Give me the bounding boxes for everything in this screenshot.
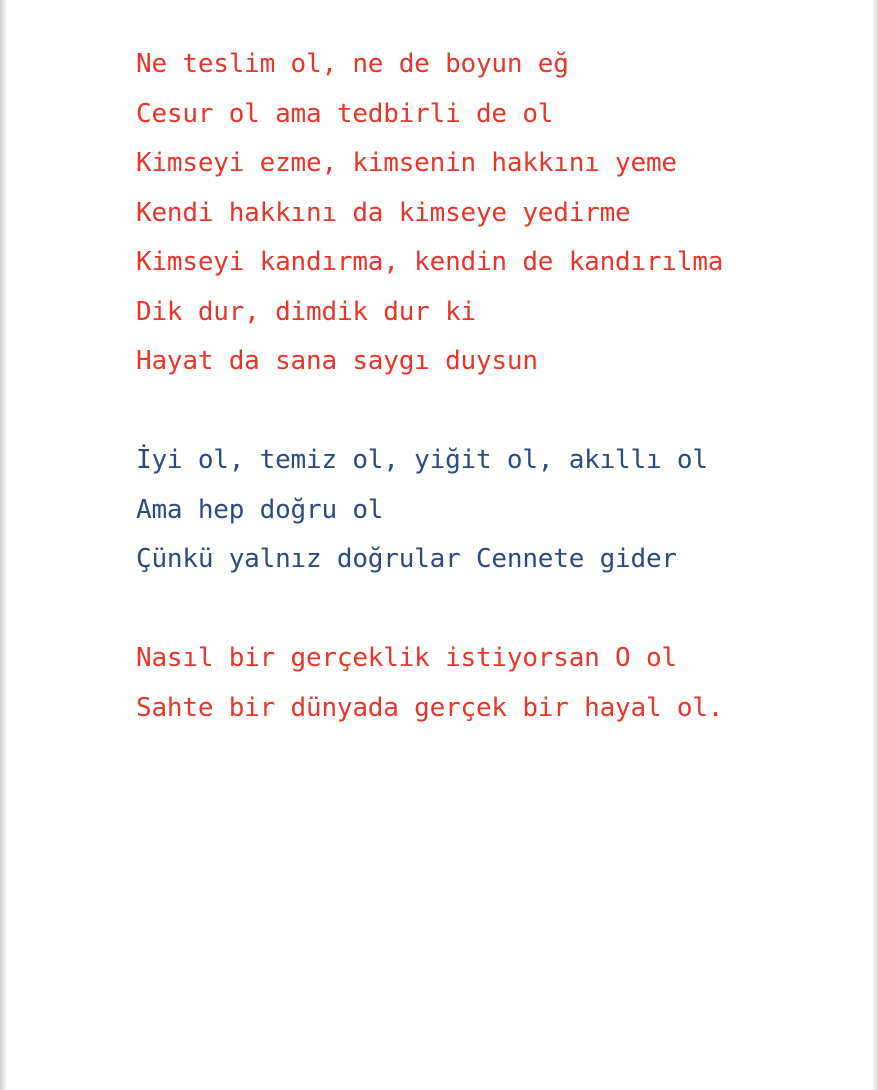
stanza-1 xyxy=(136,40,856,387)
poem-line: İyi ol, temiz ol, yiğit ol, akıllı ol xyxy=(136,445,708,475)
stanza-3 xyxy=(136,634,856,733)
page-left-edge xyxy=(0,0,6,1090)
poem-line: Kimseyi ezme, kimsenin hakkını yeme xyxy=(136,148,677,178)
poem-text xyxy=(136,40,856,733)
poem-line: Kimseyi kandırma, kendin de kandırılma xyxy=(136,247,724,277)
poem-line: Sahte bir dünyada gerçek bir hayal ol. xyxy=(136,692,724,723)
stanza-2 xyxy=(136,436,856,585)
poem-line: Çünkü yalnız doğrular Cennete gider xyxy=(136,544,677,574)
page-right-edge xyxy=(873,0,878,1090)
poem-line: Nasıl bir gerçeklik istiyorsan O ol xyxy=(136,643,677,673)
poem-line: Ama hep doğru ol xyxy=(136,494,384,525)
poem-line: Hayat da sana saygı duysun xyxy=(136,346,538,376)
poem-line: Ne teslim ol, ne de boyun eğ xyxy=(136,49,569,79)
poem-line: Kendi hakkını da kimseye yedirme xyxy=(136,197,631,228)
poem-line: Cesur ol ama tedbirli de ol xyxy=(136,98,554,129)
poem-line: Dik dur, dimdik dur ki xyxy=(136,296,476,327)
